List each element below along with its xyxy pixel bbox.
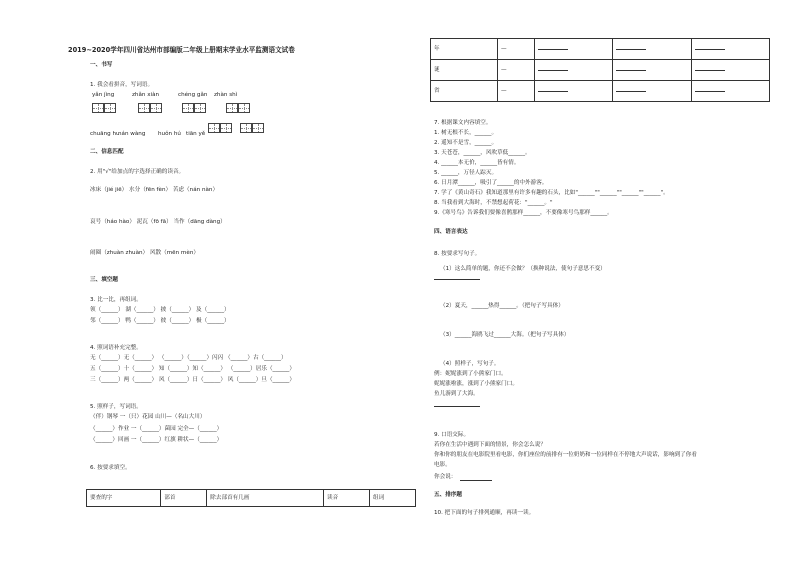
q1-prompt: 1. 我会看拼音，写词语。 [90,82,154,88]
q6-header: 读音 [323,490,369,507]
q7-line: 7. 学了《黄山奇石》我知道那里有许多有趣的石头，比如"______""______""______""______"。 [434,190,669,196]
q6-header: 部首 [161,490,207,507]
q7-line: 6. 日月潭______，吸引了______的中外游客。 [434,180,548,186]
q6-header: 要查的字 [87,490,161,507]
q6-header: 除去部首有几画 [207,490,324,507]
pinyin-5: chuāng hu [90,131,120,137]
writing-box[interactable] [92,103,104,113]
q9-prompt: 9. 口语交际。 [434,432,470,438]
q8-3: （3）______海鸥飞过______大海。（把句子写具体） [440,332,570,338]
q7-line: 8. 当我看到大海时，不禁想起荷花："______。" [434,200,553,206]
q2-line: 冰床（jié jiē） 水分（fēn fèn） 苦虑（nán nàn） [90,187,219,193]
q7-line: 9.《寒号鸟》告诉我们要像喜鹊那样______，不要像寒号鸟那样______。 [434,210,613,216]
q4-prompt: 4. 照词语补充完整。 [90,345,142,351]
answer-cell[interactable] [535,39,613,60]
q5-line: （______）作业 一（______）菌园 完全—（______） [90,426,223,432]
radical-cell: — [498,81,535,102]
q9-line: 你会说： [434,474,457,480]
pinyin-8: tiān yě [186,131,206,137]
page-title: 2019~2020学年四川省达州市部编版二年级上册期末学业水平监测语文试卷 [68,46,295,54]
q8-4-line: 例：妮妮涨到了小熊家门口。 [434,371,507,377]
q2-line: 哀号（háo hào） 泥瓦（fō fā） 当作（dāng dàng） [90,219,226,225]
char-cell: 年 [431,39,498,60]
writing-box[interactable] [138,103,150,113]
answer-line[interactable] [434,406,480,407]
q8-4-line: 鱼儿游到了大海。 [434,391,479,397]
writing-box[interactable] [104,103,116,113]
answer-cell[interactable] [613,81,691,102]
q6-header: 组词 [369,490,415,507]
pinyin-6: nán wàng [118,131,146,137]
radical-cell: — [498,39,535,60]
q6-prompt: 6. 按要求填空。 [90,465,131,471]
q2-prompt: 2. 用"√"给加点的字选择正确的读音。 [90,169,185,175]
answer-cell[interactable] [691,60,769,81]
q7-line: 5. ______，万径人踪灭。 [434,170,498,176]
q8-4-line: 妮妮涨啦涨，涨到了小熊家门口。 [434,381,518,387]
q3-line: 邻（______） 鸭（______） 彼（______） 极（______） [90,318,230,324]
pinyin-7: huǒn hú [158,131,181,137]
writing-box[interactable] [252,123,264,133]
writing-box[interactable] [150,103,162,113]
writing-box[interactable] [208,123,220,133]
q4-line: 三（______）两（______） 风（______）日（______） 风（______）旦（______） [90,377,295,383]
q2-line: 闹圈（zhuàn zhuàn） 风散（mēn mèn） [90,250,199,256]
q9-line: 电影。 [434,462,451,468]
q7-line: 3. 天苍苍，______，风吹草低______。 [434,150,531,156]
section-5-heading: 五、排序题 [434,492,462,498]
pinyin-2: zhǎn xiàn [132,92,160,98]
answer-cell[interactable] [535,81,613,102]
q7-line: 1. 树无根不长，______。 [434,130,498,136]
q9-line: 你和你的朋友在电影院里看电影，你们座位的前排有一位奶奶和一位同样在不停地大声说话，影响到了你看 [434,452,697,458]
q8-2: （2）夏天，______热得______。（把句子写具体） [440,303,564,309]
q6-table-continued [430,38,770,102]
q8-prompt: 8. 按要求写句子。 [434,251,481,257]
writing-box[interactable] [194,103,206,113]
answer-cell[interactable] [535,60,613,81]
char-cell: 省 [431,81,498,102]
writing-box[interactable] [238,103,250,113]
writing-box[interactable] [240,123,252,133]
pinyin-4: zhàn shì [214,92,238,98]
q4-line: 五（______）十（______） 知（______）知（______） （______）居乐（______） [90,366,295,372]
answer-line[interactable] [460,480,492,481]
answer-line[interactable] [434,279,480,280]
q5-line: （伴）钢琴 一（只）花园 山川—（名山大川） [90,414,206,420]
q3-line: 领（______） 湖（______） 披（______） 及（______） [90,307,230,313]
q5-line: （______）回画 一（______）红旗 耕状—（______） [90,437,223,443]
q10-prompt: 10. 把下面的句子排列通顺，再读一读。 [434,510,535,516]
section-3-heading: 三、填空题 [90,277,118,283]
answer-cell[interactable] [691,39,769,60]
answer-cell[interactable] [691,81,769,102]
section-4-heading: 四、语言表达 [434,229,468,235]
writing-box[interactable] [226,103,238,113]
answer-cell[interactable] [613,39,691,60]
pinyin-3: chéng gǎn [178,92,208,98]
q7-prompt: 7. 根据课文内容填空。 [434,120,492,126]
q4-line: 无（______）无（______） （______）（______）闪闪 （______）古（______） [90,355,287,361]
section-1-heading: 一、书写 [90,62,113,68]
answer-cell[interactable] [613,60,691,81]
q7-line: 2. 遥知不是雪，______。 [434,140,498,146]
char-cell: 谜 [431,60,498,81]
q8-1: （1）这么简单的题，你还不会做？（换种说法，使句子意思不变） [440,266,606,272]
q3-prompt: 3. 比一比，再组词。 [90,297,142,303]
q7-line: 4. ______本无价，______皆有情。 [434,160,520,166]
pinyin-1: yǎn jìng [92,92,115,98]
q9-line: 若你在生活中遇到下面的情景，你会怎么说？ [434,442,546,448]
section-2-heading: 二、信息匹配 [90,149,124,155]
writing-box[interactable] [220,123,232,133]
q6-table [86,489,416,507]
writing-box[interactable] [182,103,194,113]
q5-prompt: 5. 照样子，写词语。 [90,404,142,410]
q8-4: （4）照样子，写句子。 [440,361,500,367]
radical-cell: — [498,60,535,81]
